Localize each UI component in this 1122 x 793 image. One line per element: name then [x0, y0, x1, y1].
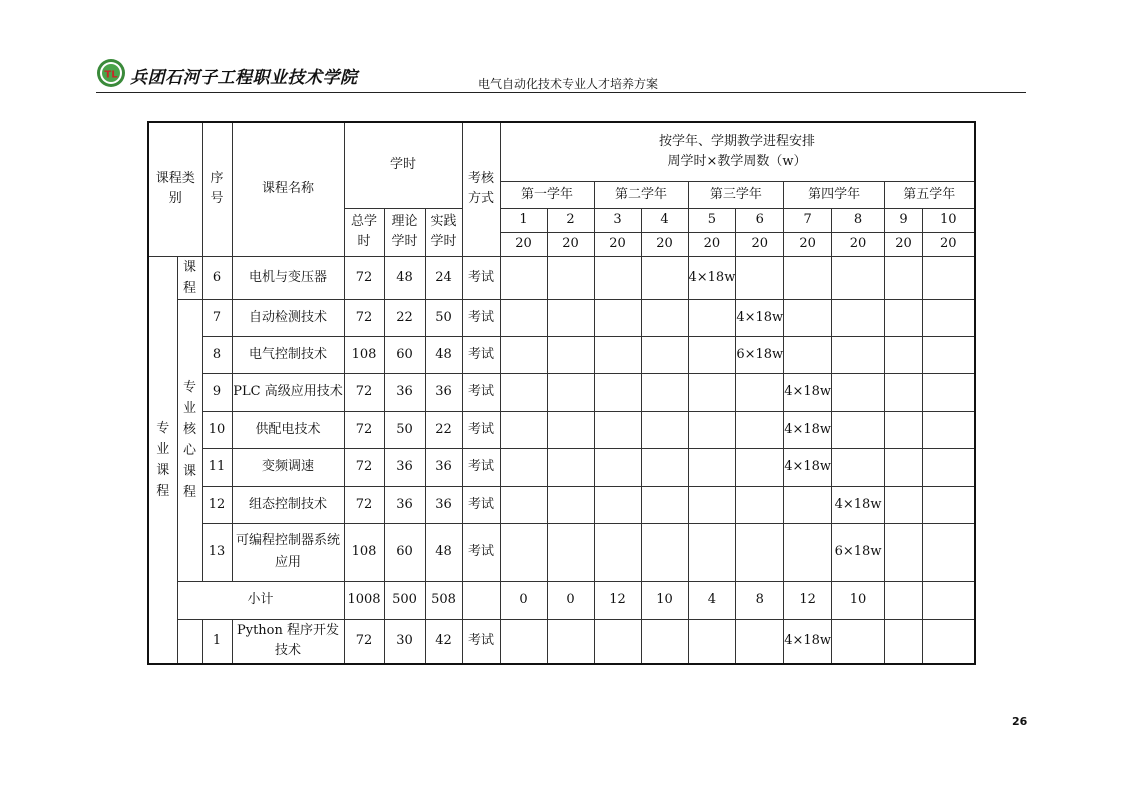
- row-exam: 考试: [462, 411, 500, 448]
- row-course-name: 供配电技术: [232, 411, 344, 448]
- row-exam: 考试: [462, 336, 500, 373]
- row-total: 72: [344, 411, 384, 448]
- row-load: 6×18w: [736, 336, 784, 373]
- header-schedule: [500, 122, 975, 181]
- table-row: [148, 336, 975, 373]
- row-load: 4×18w: [736, 299, 784, 336]
- subtotal-semester: 0: [500, 581, 547, 619]
- row-theory: 36: [384, 373, 425, 411]
- subtotal-semester: 4: [688, 581, 736, 619]
- header-assessment: 考核方式: [462, 122, 500, 256]
- row-total: 72: [344, 448, 384, 486]
- row-course-name: 变频调速: [232, 448, 344, 486]
- semester-5: 5: [688, 208, 736, 232]
- sub-category-core: 专业核心课程: [177, 299, 202, 581]
- year-3: 第三学年: [688, 181, 784, 208]
- row-seq: 9: [202, 373, 232, 411]
- row-theory: 60: [384, 523, 425, 581]
- row-theory: 50: [384, 411, 425, 448]
- row-seq: 11: [202, 448, 232, 486]
- year-1: 第一学年: [500, 181, 594, 208]
- subtotal-semester: 0: [547, 581, 594, 619]
- weeks-8: 20: [832, 232, 885, 256]
- semester-4: 4: [641, 208, 688, 232]
- row-practice: 36: [425, 448, 462, 486]
- row-theory: 48: [384, 256, 425, 299]
- row-seq: 6: [202, 256, 232, 299]
- subtotal-semester: 12: [784, 581, 832, 619]
- table-row: [148, 448, 975, 486]
- semester-7: 7: [784, 208, 832, 232]
- row-course-name: 组态控制技术: [232, 486, 344, 523]
- row-theory: 22: [384, 299, 425, 336]
- table-row: [148, 373, 975, 411]
- weeks-3: 20: [594, 232, 641, 256]
- row-exam: 考试: [462, 619, 500, 664]
- row-theory: 30: [384, 619, 425, 664]
- row-load: 6×18w: [832, 523, 885, 581]
- header-theory-hours: 理论学时: [384, 208, 425, 256]
- row-theory: 36: [384, 486, 425, 523]
- row-load: 4×18w: [832, 486, 885, 523]
- subtotal-total: 1008: [344, 581, 384, 619]
- row-practice: 24: [425, 256, 462, 299]
- row-exam: 考试: [462, 448, 500, 486]
- row-course-name: PLC 高级应用技术: [232, 373, 344, 411]
- weeks-9: 20: [885, 232, 923, 256]
- header-practice-hours: 实践学时: [425, 208, 462, 256]
- row-seq: 7: [202, 299, 232, 336]
- row-seq: 1: [202, 619, 232, 664]
- row-practice: 42: [425, 619, 462, 664]
- row-course-name: 电机与变压器: [232, 256, 344, 299]
- row-seq: 10: [202, 411, 232, 448]
- semester-10: 10: [923, 208, 975, 232]
- row-total: 72: [344, 619, 384, 664]
- table-row: [148, 486, 975, 523]
- row-course-name: 可编程控制器系统应用: [232, 523, 344, 581]
- semester-9: 9: [885, 208, 923, 232]
- subtotal-practice: 508: [425, 581, 462, 619]
- row-load: 4×18w: [784, 411, 832, 448]
- page-header: [96, 58, 1026, 94]
- row-total: 72: [344, 256, 384, 299]
- subtotal-semester: 10: [641, 581, 688, 619]
- row-seq: 8: [202, 336, 232, 373]
- weeks-6: 20: [736, 232, 784, 256]
- row-practice: 48: [425, 336, 462, 373]
- row-exam: 考试: [462, 523, 500, 581]
- row-course-name: 电气控制技术: [232, 336, 344, 373]
- header-category: 课程类别: [148, 122, 202, 256]
- school-logo-icon: [96, 58, 126, 88]
- header-seq: 序号: [202, 122, 232, 256]
- category-main: 专业课程: [148, 256, 177, 664]
- school-name: 兵团石河子工程职业技术学院: [130, 68, 358, 88]
- subtotal-row: [148, 581, 975, 619]
- schedule-title-line1: 按学年、学期教学进程安排: [659, 133, 816, 149]
- row-seq: 13: [202, 523, 232, 581]
- row-exam: 考试: [462, 373, 500, 411]
- table-row: [148, 619, 975, 664]
- row-load: 4×18w: [784, 619, 832, 664]
- semester-8: 8: [832, 208, 885, 232]
- row-practice: 22: [425, 411, 462, 448]
- table-row: [148, 256, 975, 299]
- row-exam: 考试: [462, 256, 500, 299]
- weeks-2: 20: [547, 232, 594, 256]
- row-load: 4×18w: [688, 256, 736, 299]
- row-total: 72: [344, 373, 384, 411]
- weeks-5: 20: [688, 232, 736, 256]
- table-row: [148, 523, 975, 581]
- svg-text:TL: TL: [104, 69, 118, 81]
- row-exam: 考试: [462, 486, 500, 523]
- table-row: [148, 411, 975, 448]
- table-row: [148, 299, 975, 336]
- header-course-name: 课程名称: [232, 122, 344, 256]
- header-hours: 学时: [344, 122, 462, 208]
- semester-3: 3: [594, 208, 641, 232]
- row-total: 108: [344, 336, 384, 373]
- row-practice: 50: [425, 299, 462, 336]
- year-2: 第二学年: [594, 181, 688, 208]
- row-total: 72: [344, 486, 384, 523]
- row-practice: 36: [425, 486, 462, 523]
- header-divider: [96, 92, 1026, 93]
- row-practice: 36: [425, 373, 462, 411]
- subtotal-semester: 10: [832, 581, 885, 619]
- row-load: 4×18w: [784, 373, 832, 411]
- row-seq: 12: [202, 486, 232, 523]
- schedule-title-line2: 周学时×教学周数（w）: [667, 153, 807, 169]
- sub-category-top: 课程: [177, 256, 202, 299]
- row-practice: 48: [425, 523, 462, 581]
- row-total: 108: [344, 523, 384, 581]
- header-total-hours: 总学时: [344, 208, 384, 256]
- row-theory: 60: [384, 336, 425, 373]
- weeks-4: 20: [641, 232, 688, 256]
- year-4: 第四学年: [784, 181, 885, 208]
- row-total: 72: [344, 299, 384, 336]
- subtotal-semester: 12: [594, 581, 641, 619]
- year-5: 第五学年: [885, 181, 975, 208]
- row-theory: 36: [384, 448, 425, 486]
- subtotal-label: 小计: [177, 581, 344, 619]
- row-exam: 考试: [462, 299, 500, 336]
- weeks-10: 20: [923, 232, 975, 256]
- teaching-plan-table: [147, 121, 976, 665]
- semester-2: 2: [547, 208, 594, 232]
- semester-1: 1: [500, 208, 547, 232]
- row-load: 4×18w: [784, 448, 832, 486]
- document-title: 电气自动化技术专业人才培养方案: [478, 77, 659, 91]
- row-course-name: 自动检测技术: [232, 299, 344, 336]
- weeks-7: 20: [784, 232, 832, 256]
- semester-6: 6: [736, 208, 784, 232]
- weeks-1: 20: [500, 232, 547, 256]
- page-number: 26: [1012, 715, 1028, 728]
- row-course-name: Python 程序开发技术: [232, 619, 344, 664]
- subtotal-semester: 8: [736, 581, 784, 619]
- subtotal-theory: 500: [384, 581, 425, 619]
